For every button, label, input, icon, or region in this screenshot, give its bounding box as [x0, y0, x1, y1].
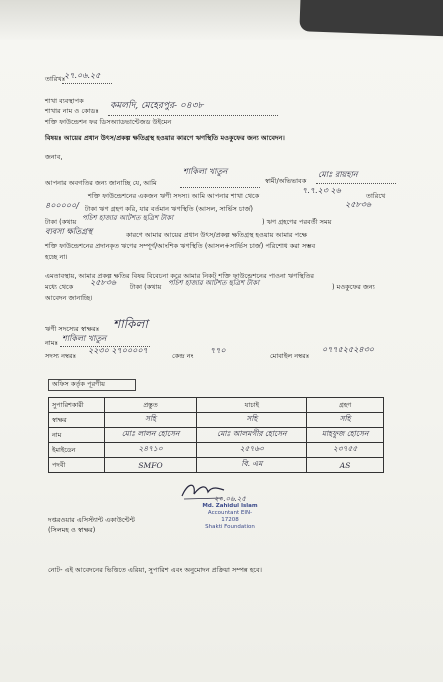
balance-amount: ২৫৮৩৬: [345, 200, 371, 209]
background-object: [299, 0, 443, 37]
table-cell: সুপারিশকারী: [49, 398, 105, 413]
accountant-stamp: [200, 496, 260, 531]
body-text: ) ঋণ গ্রহণের পরবর্তী সময়: [262, 218, 332, 226]
table-row: [49, 413, 384, 428]
body-text: আপনার অবগতির জন্য জানাচ্ছি যে, আমি: [45, 179, 157, 187]
salutation: জনাব,: [45, 153, 63, 161]
body-text: ) মওকুফের জন্য: [332, 283, 375, 291]
date-value: ২৭.০৬.২৫: [64, 71, 101, 80]
subject: বিষয়ঃ আয়ের প্রধান উৎস/প্রকল্প ক্ষতিগ্রস্থ হওয়ার কারণে ঋণস্থিতি মওকুফের জন্য আবেদন।: [45, 134, 285, 142]
body-text: আবেদন জানাচ্ছি।: [45, 294, 93, 302]
body-text: তারিখে: [366, 192, 386, 200]
table-cell: নাম: [49, 428, 105, 443]
body-text: টাকা (কথায়: [45, 218, 77, 226]
accountant-sublabel: (সিলমহ ও স্বাক্ষর): [48, 526, 96, 534]
table-cell: পদবী: [49, 458, 105, 473]
loan-amount: ৪০০০০০/: [45, 201, 79, 210]
mobile-label: মোবাইল নম্বরঃ: [270, 352, 310, 360]
member-name-label: নামঃ: [45, 339, 59, 347]
table-cell: সহি: [307, 413, 384, 428]
table-cell: AS: [307, 458, 384, 473]
table-cell: সহি: [197, 413, 307, 428]
body-text: শক্তি ফাউন্ডেশনের প্রদানকৃত ঋণের সম্পূর্ণ/আংশিক ঋণস্থিতি (আসল+সার্ভিস চার্জ) পরিশোধ করা সম্ভব: [45, 242, 316, 250]
body-text: টাকা ঋণ গ্রহণ করি, যার বর্তমান ঋণস্থিতি (আসল, সার্ভিস চার্জ): [85, 205, 253, 213]
table-cell: ২৪৭১০: [104, 443, 197, 458]
name-line: [180, 186, 260, 188]
member-name: শাকিলা খাতুন: [62, 334, 107, 343]
waive-words: পচিশ হাজার আটশত ছত্রিশ টাকা: [168, 279, 260, 287]
office-title: অফিস কর্তৃক পূরণীয়: [52, 380, 105, 388]
stamp-name: Md. Zahidul Islam: [202, 503, 258, 509]
table-row: [49, 443, 384, 458]
table-cell: ২৩৭৫৫: [307, 443, 384, 458]
to-line-1: শাখা ব্যবস্থাপক: [45, 97, 84, 105]
member-sig-label: ঋণী সদস্যের স্বাক্ষরঃ: [45, 325, 100, 333]
stamp-title: Accountant EIN-17208: [207, 510, 253, 523]
table-cell: গ্রহণ: [307, 398, 384, 413]
guardian-name: মোঃ রায়হান: [318, 170, 358, 179]
waive-amount: ২৫৮৩৬: [90, 278, 116, 287]
damage-reason: ব্যবসা ক্ষতিগ্রস্থ: [45, 227, 93, 236]
to-line-3: শক্তি ফাউন্ডেশন ফর ডিসঅ্যাডভান্টেজড উইমেন: [45, 118, 172, 126]
table-cell: স্বাক্ষর: [49, 413, 105, 428]
branch-line: [108, 114, 278, 116]
applicant-name: শাকিলা খাতুন: [183, 167, 228, 176]
table-cell: মোঃ আলমগীর হোসেন: [197, 428, 307, 443]
member-signature: শাকিলা: [113, 317, 148, 331]
stamp-org: Shakti Foundation: [205, 524, 255, 530]
table-cell: মাহফুজ হোসেন: [307, 428, 384, 443]
table-row: [49, 458, 384, 473]
body-text: টাকা (কথায়: [130, 283, 162, 291]
member-id-label: সদস্য নম্বরঃ: [45, 352, 77, 360]
body-text: মধ্যে থেকে: [45, 283, 74, 291]
table-cell: প্রস্তুত: [104, 398, 197, 413]
to-line-2: শাখার নাম ও কোডঃ: [45, 107, 99, 115]
date-label: তারিখঃ: [45, 75, 66, 83]
table-cell: যাচাই: [197, 398, 307, 413]
member-id: ২২৩০ ২৭০০০০৭: [88, 346, 148, 355]
table-cell: ২৫৭৬০: [197, 443, 307, 458]
date-line: [62, 82, 112, 84]
table-cell: মোঃ লালন হোসেন: [104, 428, 197, 443]
table-row: [49, 428, 384, 443]
body-text: এমতাবস্থায়, আমার প্রকল্প ক্ষতির বিষয় বিবেচনা করে আমার নিকট শক্তি ফাউন্ডেশনের পাওনা ঋণস্থিতির: [45, 272, 315, 280]
footer-note: নোট- এই আবেদনের ভিত্তিতে এরিয়া, সুপারিশ এবং অনুমোদন প্রক্রিয়া সম্পন্ন হবে।: [48, 566, 262, 574]
stamp-date: ২০.০৬.২৫: [214, 495, 246, 503]
table-cell: SMFO: [104, 458, 197, 473]
table-cell: বি. এম: [197, 458, 307, 473]
center-label: কেন্দ্র নং: [172, 352, 194, 360]
loan-date: ৭.৭.২৩ ২৬: [302, 186, 341, 195]
center-number: ৭৭০: [210, 346, 226, 355]
body-text: হচ্ছে না।: [45, 253, 68, 261]
table-cell: ইমাইডেন: [49, 443, 105, 458]
accountant-label: দপ্তরওয়ার এসিস্ট্যান্ট একাউন্টেন্ট: [48, 516, 135, 524]
body-text: শক্তি ফাউন্ডেশনের একজন ঋণী সদস্য। আমি আপনার শাখা থেকে: [88, 192, 260, 200]
body-text: স্বামী/অভিভাবক: [265, 177, 307, 185]
mobile-number: ০৭৭৫২৫২৪৩০: [322, 345, 374, 354]
table-row: [49, 398, 384, 413]
guardian-line: [316, 182, 396, 184]
table-cell: সহি: [104, 413, 197, 428]
office-table: [48, 397, 384, 473]
balance-words: পচিশ হাজার আটশত ছত্রিশ টাকা: [82, 214, 174, 222]
branch-value: কমলদি, মেহেরপুর- ০৪৩৮: [110, 101, 204, 111]
body-text: কারণে আমার আয়ের প্রধান উৎস/প্রকল্প ক্ষতিগ্রস্থ হওয়ায় আমার পক্ষে: [126, 231, 308, 239]
